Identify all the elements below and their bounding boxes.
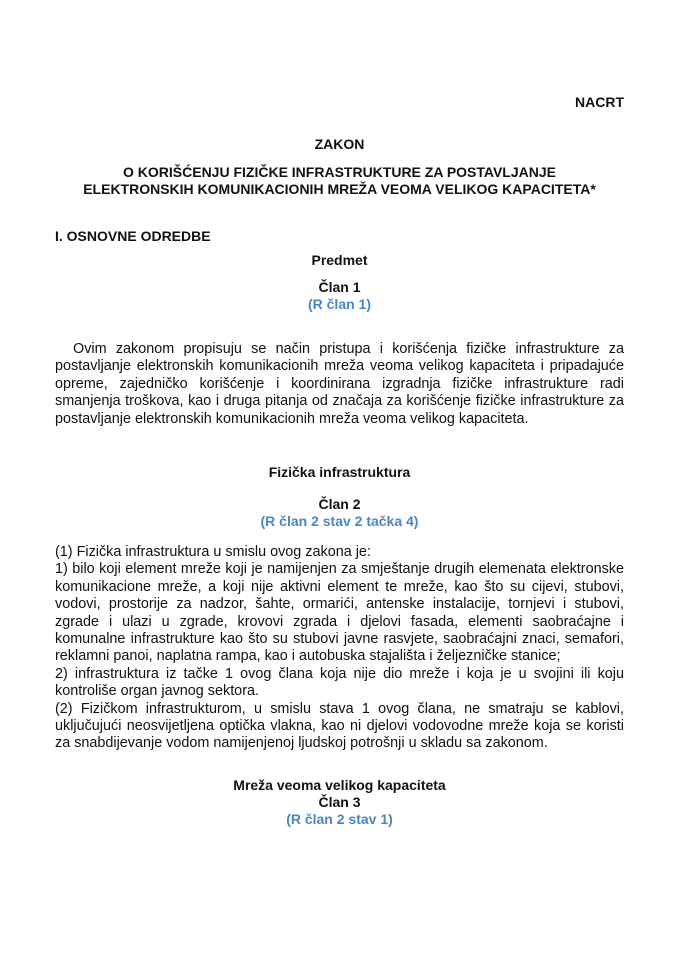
article-2-paragraph-2: (2) Fizičkom infrastrukturom, u smislu stava 1 ovog člana, ne smatraju se kablovi, uključujući neosvijetljena optička vlakna, kao ni djelovi vodovodne mreže koja se koristi za snabdijevanje vodom namijenjenoj ljudskoj potrošnji u skladu sa zakonom.	[55, 700, 624, 752]
article-2-paragraph-1: (1) Fizička infrastruktura u smislu ovog zakona je:	[55, 544, 371, 560]
article-2-item-2: 2) infrastruktura iz tačke 1 ovog člana koja nije dio mreže i koja je u svojini ili koju kontroliše organ javnog sektora.	[55, 665, 624, 700]
section-heading-fizicka-infrastruktura: Fizička infrastruktura	[268, 464, 411, 480]
article-2-reference: (R član 2 stav 2 tačka 4)	[260, 513, 419, 529]
article-1-paragraph: Ovim zakonom propisuju se način pristupa i korišćenja fizičke infrastrukture za postavljanje elektronskih komunikacionih mreža veoma velikog kapaciteta i pripadajuće opreme, zajedničko korišćenje i koordinirana izgradnja fizičke infrastrukture radi smanjenja troškova, kao i druga pitanja od značaja za korišćenje fizičke infrastrukture za postavljanje elektronskih komunikacionih mreža veoma velikog kapaciteta.	[55, 341, 624, 427]
article-2-item-1: 1) bilo koji element mreže koji je namijenjen za smještanje drugih elemenata elektronske komunikacione mreže, a koji nije aktivni element te mreže, kao što su cijevi, stubovi, vodovi, prostorije za nadzor, šahte, ormarići, antenske instalacije, tornjevi i stubovi, zgrade i ulazi u zgrade, krovovi zgrada i djelovi fasada, elementi saobraćajne i komunalne infrastrukture kao što su stubovi javne rasvjete, saobraćajni znaci, semafori, reklamni panoi, naplatna rampa, kao i autobuska stajališta i željezničke stanice;	[55, 561, 624, 665]
law-title	[55, 164, 624, 198]
article-1-title: Član 1	[318, 279, 361, 295]
article-3-reference: (R član 2 stav 1)	[286, 811, 393, 827]
chapter-heading: I. OSNOVNE ODREDBE	[55, 228, 211, 244]
article-2-title: Član 2	[318, 496, 361, 512]
section-heading-mreza-veoma-velikog-kapaciteta: Mreža veoma velikog kapaciteta	[233, 777, 446, 793]
article-3-title: Član 3	[318, 794, 361, 810]
draft-label: NACRT	[575, 94, 624, 110]
law-title-line-2: ELEKTRONSKIH KOMUNIKACIONIH MREŽA VEOMA VELIKOG KAPACITETA*	[83, 181, 596, 197]
law-title-line-1: O KORIŠĆENJU FIZIČKE INFRASTRUKTURE ZA POSTAVLJANJE	[123, 164, 556, 180]
law-label: ZAKON	[314, 136, 365, 152]
section-heading-predmet: Predmet	[311, 252, 368, 268]
article-1-body	[55, 341, 624, 428]
article-2-body	[55, 544, 624, 753]
article-1-reference: (R član 1)	[307, 296, 371, 312]
